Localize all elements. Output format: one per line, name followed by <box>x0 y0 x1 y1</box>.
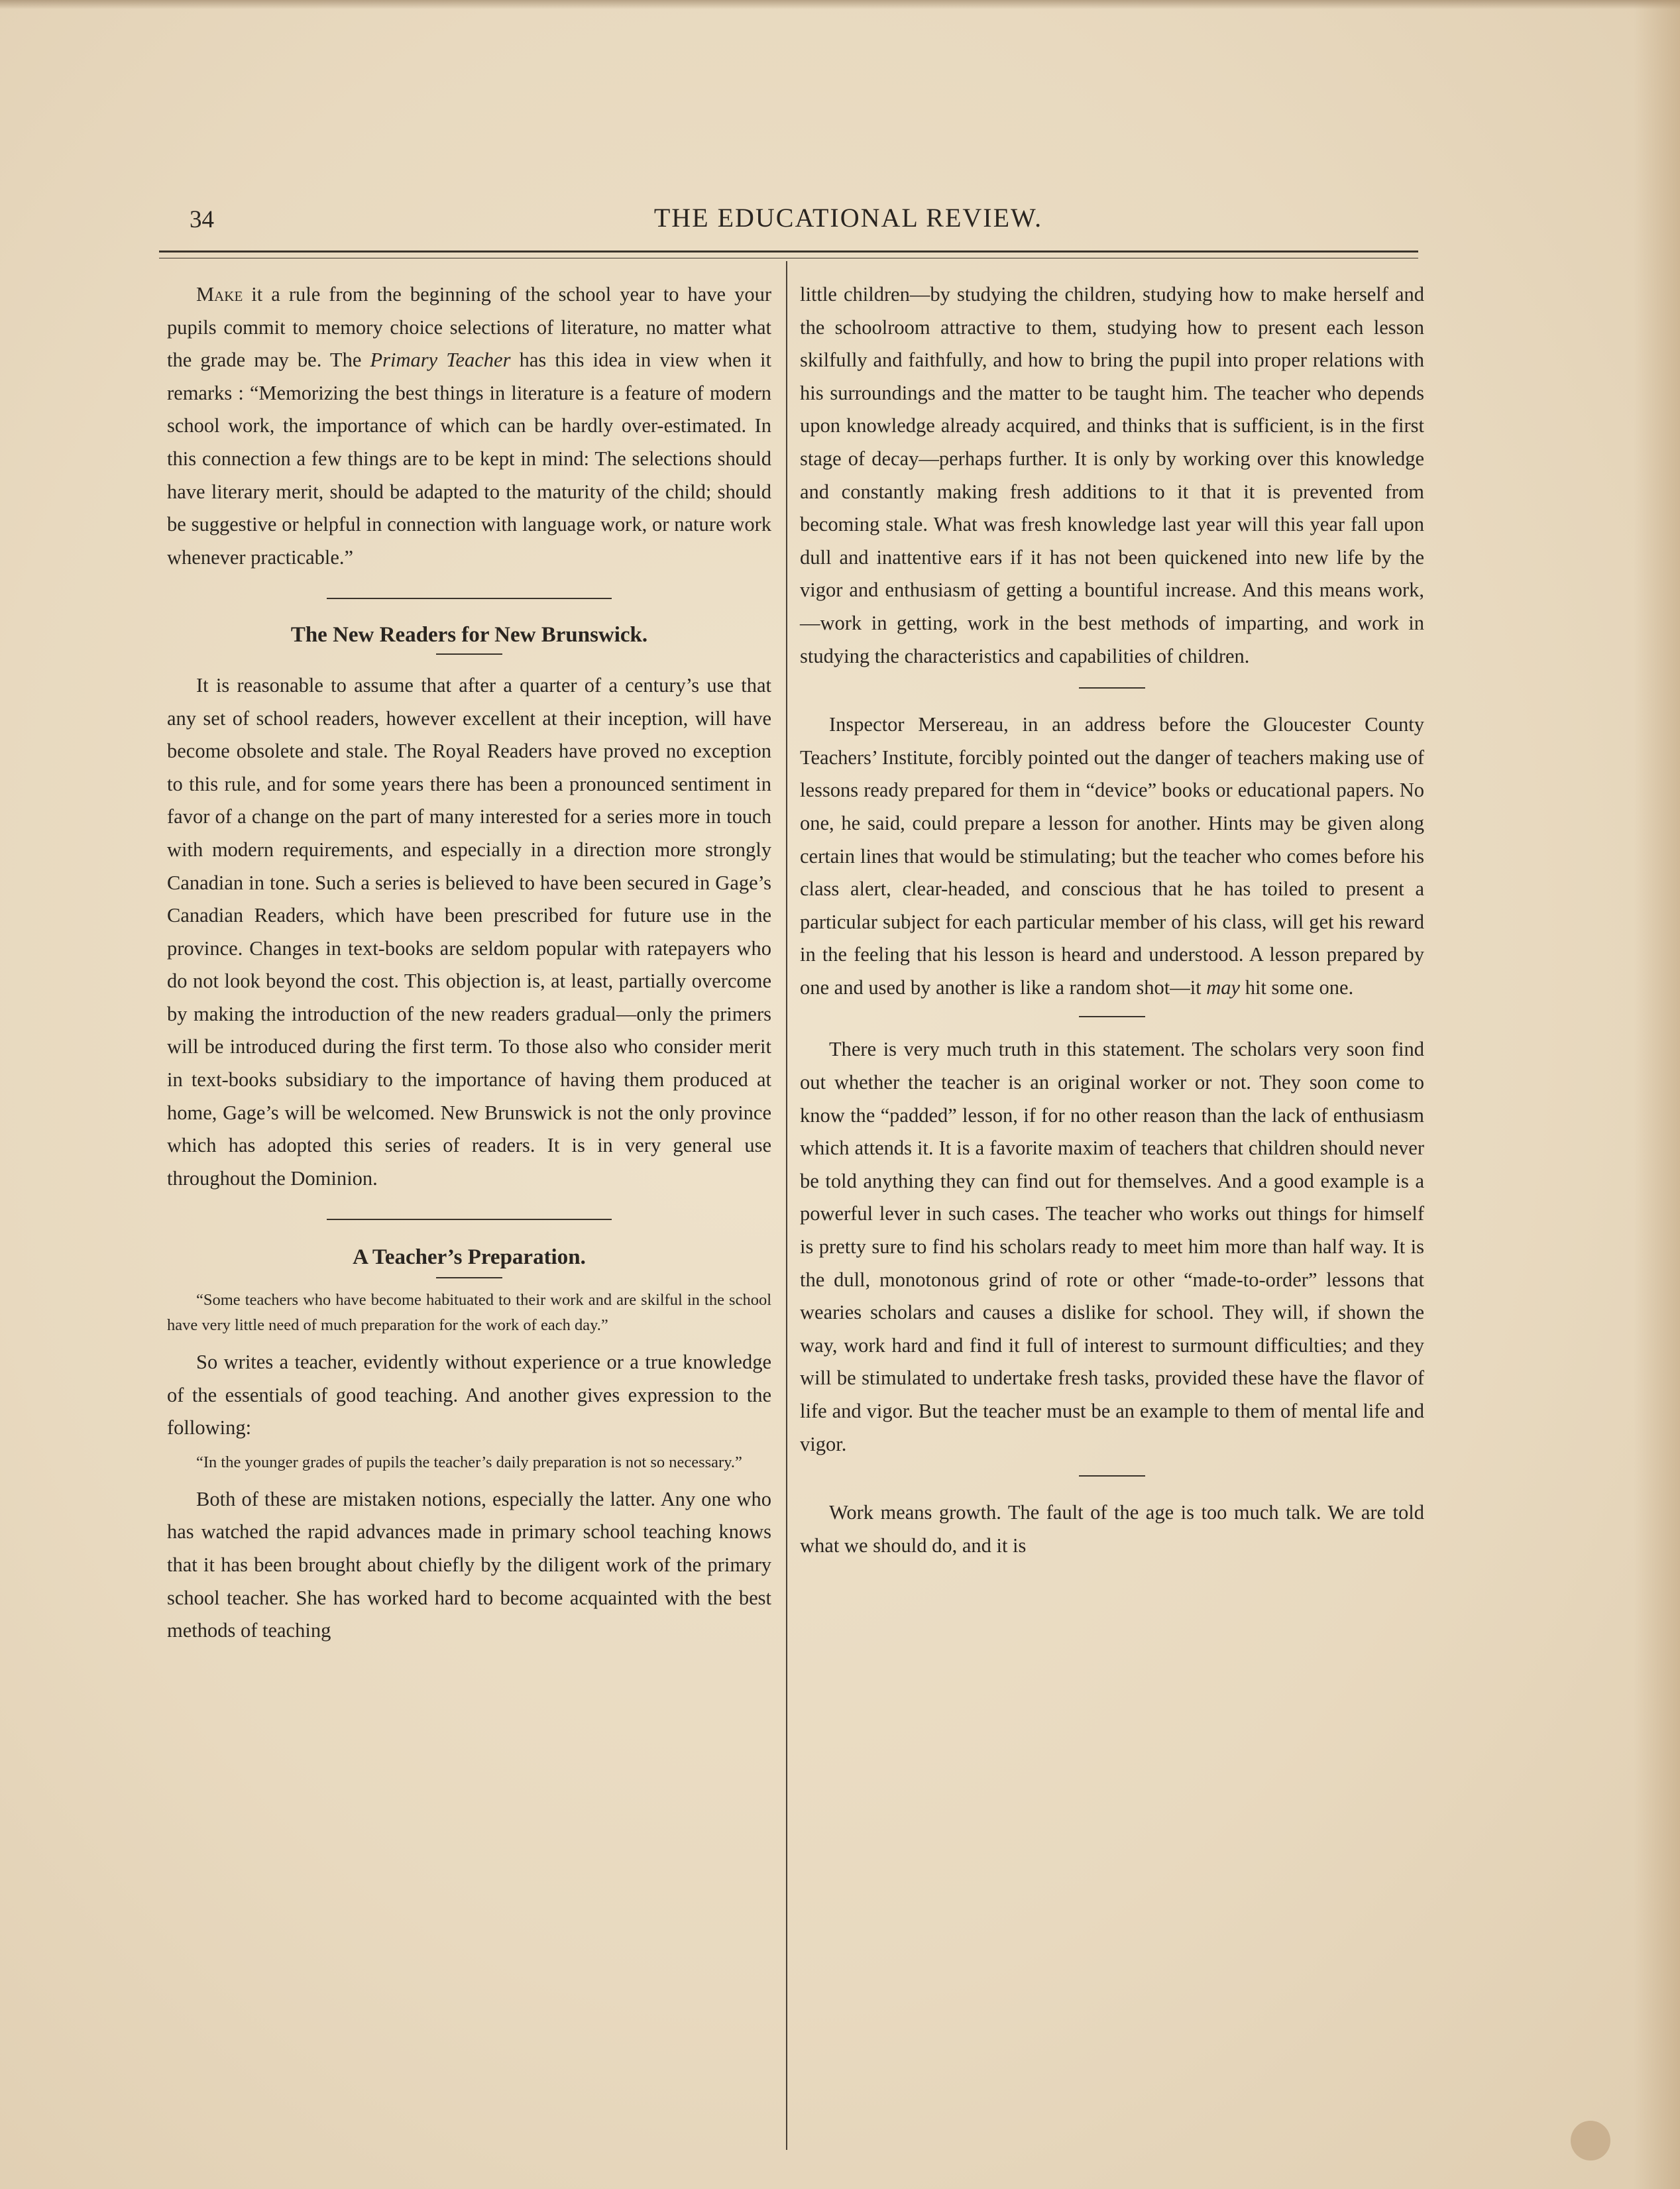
inspector-text-2: hit some one. <box>1240 976 1354 999</box>
inspector-text-1: Inspector Mersereau, in an address before the Gloucester County Teachers’ Institute, forcibly pointed out the danger of teachers making use of lessons ready prepared for them in “device” books or educational papers. No one, he said, could prepare a lesson for another. Hints may be given along certain lines that would be stimulating; but the teacher who comes before his class alert, clear-headed, and conscious that he has toiled to present a particular subject for each particular member of his class, will get his reward in the feeling that his lesson is heard and understood. A lesson prepared by one and used by another is like a random shot—it <box>800 713 1424 999</box>
column-divider <box>786 261 787 2150</box>
readers-heading: The New Readers for New Brunswick. <box>290 623 648 647</box>
readers-paragraph: It is reasonable to assume that after a quarter of a century’s use that any set of school readers, however excellent at their inception, will have become obsolete and stale. The Royal Readers have proved no exception to this rule, and for some years there has been a pronounced sentiment in favor of a change on the part of many interested for a series more in touch with modern requirements, and especially in a direction more strongly Canadian in tone. Such a series is believed to have been secured in Gage’s Canadian Readers, which have been prescribed for future use in the province. Changes in text-books are seldom popular with ratepayers who do not look beyond the cost. This objection is, at least, partially overcome by making the introduction of the new readers gradual—only the primers will be introduced during the first term. To those also who consider merit in text-books subsidiary to the importance of having them produced at home, Gage’s will be welcomed. New Brunswick is not the only province which has adopted this series of readers. It is in very general use throughout the Dominion. <box>167 673 771 1190</box>
left-column <box>167 278 771 1648</box>
truth-paragraph: There is very much truth in this statement. The scholars very soon find out whether the teacher is an original worker or not. They soon come to know the “padded” lesson, if for no other reason than the lack of enthusiasm which attends it. It is a favorite maxim of teachers that children should never be told anything they can find out for themselves. And a good example is a powerful lever in such cases. The teacher who works out things for himself is pretty sure to find his scholars ready to meet him more than half way. It is the dull, monotonous grind of rote or other “made-to-order” lessons that wearies scholars and causes a dislike for school. They will, if shown the way, work hard and find it full of interest to surmount difficulties; and they will be stimulated to undertake fresh tasks, provided these have the flavor of life and vigor. But the teacher must be an example to them of mental life and vigor. <box>800 1038 1424 1455</box>
preparation-paragraph-1: So writes a teacher, evidently without experience or a true knowledge of the essentials of good teaching. And another gives expression to the following: <box>167 1351 771 1439</box>
intro-text-1: it a rule from the beginning of the school year to have your pupils commit to memory choice selections of literature, no matter what the grade may be. The <box>167 283 771 372</box>
quote-2: “In the younger grades of pupils the teacher’s daily preparation is not so necessary.” <box>196 1453 742 1471</box>
running-title: THE EDUCATIONAL REVIEW. <box>653 203 1043 233</box>
quote-1: “Some teachers who have become habituated to their work and are skilful in the school have very little need of much preparation for the work of each day.” <box>167 1291 771 1335</box>
intro-journal-title: Primary Teacher <box>370 349 511 372</box>
header-rule-thick <box>159 251 1418 253</box>
intro-paragraph <box>167 278 771 574</box>
intro-lead-word: Make <box>196 283 243 306</box>
inspector-italic: may <box>1206 976 1241 999</box>
preparation-paragraph-2: Both of these are mistaken notions, especially the latter. Any one who has watched the rapid advances made in primary school teaching knows that it has been brought about chiefly by the diligent work of the primary school teacher. She has worked hard to become acquainted with the best methods of teaching <box>167 1487 771 1642</box>
right-column <box>800 278 1424 1562</box>
work-paragraph: Work means growth. The fault of the age is too much talk. We are told what we should do, and it is <box>800 1501 1424 1557</box>
preparation-heading: A Teacher’s Preparation. <box>353 1245 586 1270</box>
inspector-paragraph <box>800 708 1424 1004</box>
paper-edge-right <box>1634 0 1680 2189</box>
intro-text-2: has this idea in view when it remarks : “Memorizing the best things in literature is a feature of modern school work, the importance of which can be hardly over-estimated. In this connection a few things are to be kept in mind: The selections should have literary merit, should be adapted to the maturity of the child; should be suggestive or helpful in connection with language work, or nature work whenever practicable.” <box>167 349 771 569</box>
paper-stain <box>1571 2121 1610 2161</box>
continued-paragraph: little children—by studying the children, studying how to make herself and the schoolroom attractive to them, studying how to present each lesson skilfully and faithfully, and how to bring the pupil into proper relations with his surroundings and the matter to be taught him. The teacher who depends upon knowledge already acquired, and thinks that is sufficient, is in the first stage of decay—perhaps further. It is only by working over this knowledge and constantly making fresh additions to it that it is prevented from becoming stale. What was fresh knowledge last year will this year fall upon dull and inattentive ears if it has not been quickened into new life by the vigor and enthusiasm of getting a bountiful increase. And this means work,—work in getting, work in the best methods of imparting, and work in studying the characteristics and capabilities of children. <box>800 283 1424 667</box>
paper-edge-top <box>0 0 1680 9</box>
page-number: 34 <box>190 206 214 233</box>
